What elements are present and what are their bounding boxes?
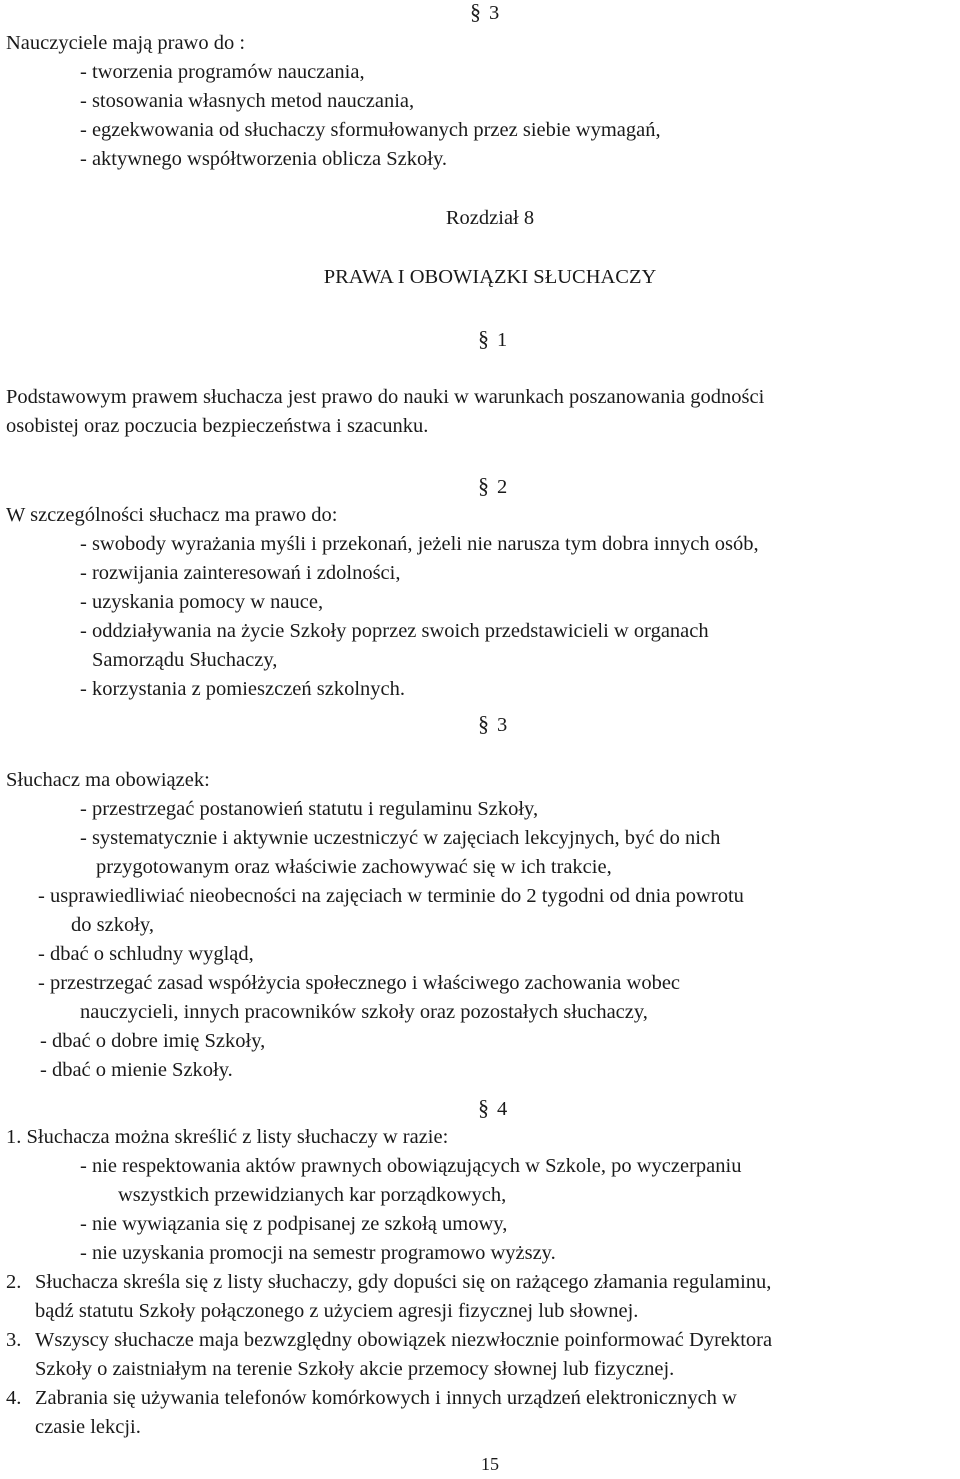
section4-line: Słuchacza skreśla się z listy słuchaczy, gdy dopuści się on rażącego złamania regulaminu, [35, 1271, 772, 1293]
section-heading-3 [478, 710, 507, 739]
section-heading-1 [478, 325, 507, 354]
section-number: 1 [497, 329, 508, 351]
section3-line: przygotowanym oraz właściwie zachowywać się w ich trakcie, [96, 856, 612, 878]
section2-line: - oddziaływania na życie Szkoły poprzez swoich przedstawicieli w organach [80, 620, 709, 642]
section-number: 4 [497, 1098, 508, 1120]
section3-line: - przestrzegać postanowień statutu i regulaminu Szkoły, [80, 798, 539, 820]
section-number: 2 [497, 476, 508, 498]
section2-line: - rozwijania zainteresowań i zdolności, [80, 562, 401, 584]
teachers-item: - aktywnego współtworzenia oblicza Szkoły. [80, 148, 447, 170]
section3-line: do szkoły, [71, 914, 154, 936]
section-heading-2 [478, 472, 507, 501]
section1-line: Podstawowym prawem słuchacza jest prawo do nauki w warunkach poszanowania godności [6, 386, 765, 408]
section3-line: - usprawiedliwiać nieobecności na zajęciach w terminie do 2 tygodni od dnia powrotu [38, 885, 744, 907]
list-number: 2. [6, 1271, 22, 1293]
section-heading-4 [478, 1094, 507, 1123]
section3-intro: Słuchacz ma obowiązek: [6, 769, 210, 791]
section2-line: - korzystania z pomieszczeń szkolnych. [80, 678, 406, 700]
section2-line: - uzyskania pomocy w nauce, [80, 591, 324, 613]
section3-line: nauczycieli, innych pracowników szkoły oraz pozostałych słuchaczy, [80, 1001, 648, 1023]
list-number: 3. [6, 1329, 22, 1351]
section4-line: - nie respektowania aktów prawnych obowiązujących w Szkole, po wyczerpaniu [80, 1155, 742, 1177]
section2-intro: W szczególności słuchacz ma prawo do: [6, 504, 338, 526]
teachers-item: - egzekwowania od słuchaczy sformułowanych przez siebie wymagań, [80, 119, 661, 141]
section3-line: - systematycznie i aktywnie uczestniczyć w zajęciach lekcyjnych, być do nich [80, 827, 721, 849]
section3-line: - dbać o schludny wygląd, [38, 943, 254, 965]
section4-line: 1. Słuchacza można skreślić z listy słuchaczy w razie: [6, 1126, 449, 1148]
teachers-item: - tworzenia programów nauczania, [80, 61, 365, 83]
section-sign: § [478, 1095, 489, 1120]
section4-line: Szkoły o zaistniałym na terenie Szkoły akcie przemocy słownej lub fizycznej. [35, 1358, 675, 1380]
section4-line: bądź statutu Szkoły połączonego z użyciem agresji fizycznej lub słownej. [35, 1300, 639, 1322]
section-sign: § [478, 473, 489, 498]
section3-line: - dbać o dobre imię Szkoły, [40, 1030, 266, 1052]
list-number: 4. [6, 1387, 22, 1409]
section4-line: wszystkich przewidzianych kar porządkowych, [118, 1184, 507, 1206]
section2-line: - swobody wyrażania myśli i przekonań, jeżeli nie narusza tym dobra innych osób, [80, 533, 759, 555]
section-sign: § [478, 711, 489, 736]
section4-line: - nie uzyskania promocji na semestr programowo wyższy. [80, 1242, 556, 1264]
chapter-label: Rozdział 8 [445, 207, 535, 229]
section4-line: Zabrania się używania telefonów komórkowych i innych urządzeń elektronicznych w [35, 1387, 737, 1409]
section4-line: czasie lekcji. [35, 1416, 141, 1438]
section-sign: § [478, 326, 489, 351]
section2-line: Samorządu Słuchaczy, [92, 649, 278, 671]
section3-line: - przestrzegać zasad współżycia społecznego i właściwego zachowania wobec [38, 972, 681, 994]
section4-line: - nie wywiązania się z podpisanej ze szkołą umowy, [80, 1213, 508, 1235]
section-number: 3 [497, 714, 508, 736]
section4-line: Wszyscy słuchacze maja bezwzględny obowiązek niezwłocznie poinformować Dyrektora [35, 1329, 773, 1351]
section3-line: - dbać o mienie Szkoły. [40, 1059, 233, 1081]
teachers-item: - stosowania własnych metod nauczania, [80, 90, 415, 112]
section1-line: osobistej oraz poczucia bezpieczeństwa i szacunku. [6, 415, 429, 437]
section-sign: § [470, 0, 481, 24]
page-number: 15 [481, 1454, 499, 1474]
teachers-intro: Nauczyciele mają prawo do : [6, 32, 246, 54]
section-number: 3 [489, 2, 500, 24]
section-heading-3-top [470, 0, 499, 27]
chapter-title: PRAWA I OBOWIĄZKI SŁUCHACZY [323, 266, 657, 288]
